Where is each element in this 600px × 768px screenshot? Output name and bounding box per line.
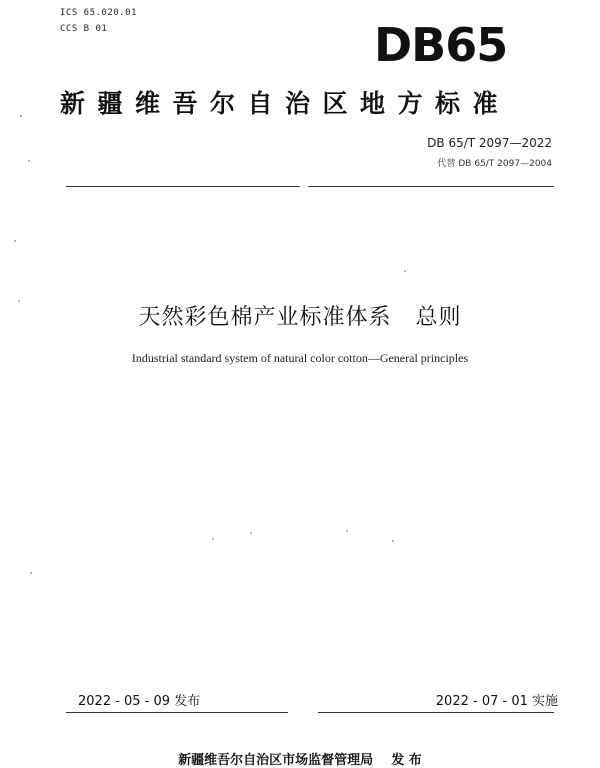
standard-number: DB 65/T 2097—2022 [427, 136, 552, 150]
scan-speck [14, 240, 16, 242]
replaces-standard: 代替 DB 65/T 2097—2004 [437, 159, 552, 169]
implementation-date: 2022 - 07 - 01 实施 [435, 694, 558, 709]
document-title-chinese: 天然彩色棉产业标准体系 总则 [138, 305, 462, 330]
scan-speck [212, 538, 214, 540]
header-rule-right [308, 186, 554, 187]
release-date: 2022 - 05 - 09 发布 [78, 694, 201, 709]
header-rule-left [66, 186, 300, 187]
footer-rule-right [318, 712, 554, 713]
ccs-code: CCS B 01 [60, 24, 108, 34]
footer-rule-left [66, 712, 288, 713]
scan-speck [28, 160, 30, 162]
scan-speck [250, 532, 252, 534]
scan-speck [30, 572, 32, 574]
scan-speck [404, 270, 406, 272]
region-standard-title: 新疆维吾尔自治区地方标准 [60, 89, 511, 118]
scan-speck [392, 540, 394, 542]
db-logo: DB65 [374, 18, 508, 72]
scan-speck [20, 115, 22, 117]
scan-speck [18, 300, 20, 302]
issuing-authority: 新疆维吾尔自治区市场监督管理局 发 布 [178, 753, 422, 768]
ics-code: ICS 65.020.01 [60, 8, 137, 18]
scan-speck [346, 530, 348, 532]
document-title-english: Industrial standard system of natural color cotton—General principles [131, 351, 469, 365]
